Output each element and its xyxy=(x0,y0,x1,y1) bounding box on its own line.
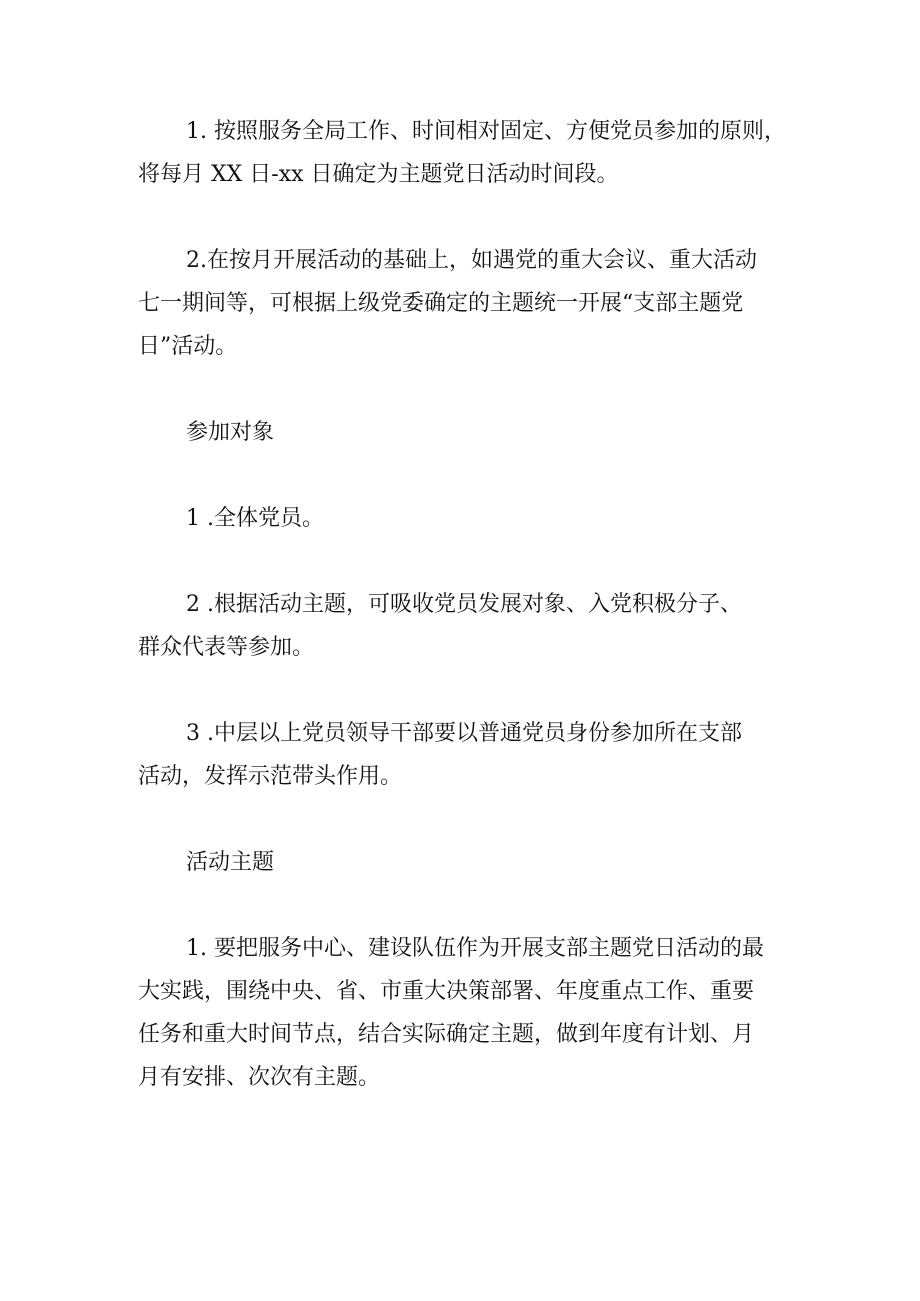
paragraph-line: 群众代表等参加。 xyxy=(138,635,315,660)
paragraph-line: 2.在按月开展活动的基础上，如遇党的重大会议、重大活动 xyxy=(186,248,757,273)
section-heading-participants: 参加对象 xyxy=(186,420,275,445)
paragraph-line: 3 .中层以上党员领导干部要以普通党员身份参加所在支部 xyxy=(186,721,742,746)
paragraph-line: 将每月 XX 日-xx 日确定为主题党日活动时间段。 xyxy=(138,162,619,187)
paragraph-line: 1. 要把服务中心、建设队伍作为开展支部主题党日活动的最 xyxy=(186,936,764,961)
paragraph-line: 活动，发挥示范带头作用。 xyxy=(138,764,403,789)
document-body xyxy=(138,110,788,1099)
paragraph-all-members xyxy=(138,497,788,540)
paragraph-line: 大实践，围绕中央、省、市重大决策部署、年度重点工作、重要 xyxy=(138,979,755,1004)
section-heading-theme: 活动主题 xyxy=(186,850,275,875)
paragraph-line: 1 .全体党员。 xyxy=(186,506,324,531)
paragraph-line: 月有安排、次次有主题。 xyxy=(138,1065,381,1090)
paragraph-activists xyxy=(138,583,788,669)
paragraph-line: 七一期间等，可根据上级党委确定的主题统一开展“支部主题党 xyxy=(138,291,744,316)
paragraph-theme-planning xyxy=(138,927,788,1099)
paragraph-line: 日”活动。 xyxy=(138,334,238,359)
paragraph-special-events xyxy=(138,239,788,368)
paragraph-leaders xyxy=(138,712,788,798)
paragraph-line: 1. 按照服务全局工作、时间相对固定、方便党员参加的原则， xyxy=(186,119,786,144)
paragraph-time-principle xyxy=(138,110,788,196)
paragraph-line: 2 .根据活动主题，可吸收党员发展对象、入党积极分子、 xyxy=(186,592,742,617)
paragraph-line: 任务和重大时间节点，结合实际确定主题，做到年度有计划、月 xyxy=(138,1022,755,1047)
